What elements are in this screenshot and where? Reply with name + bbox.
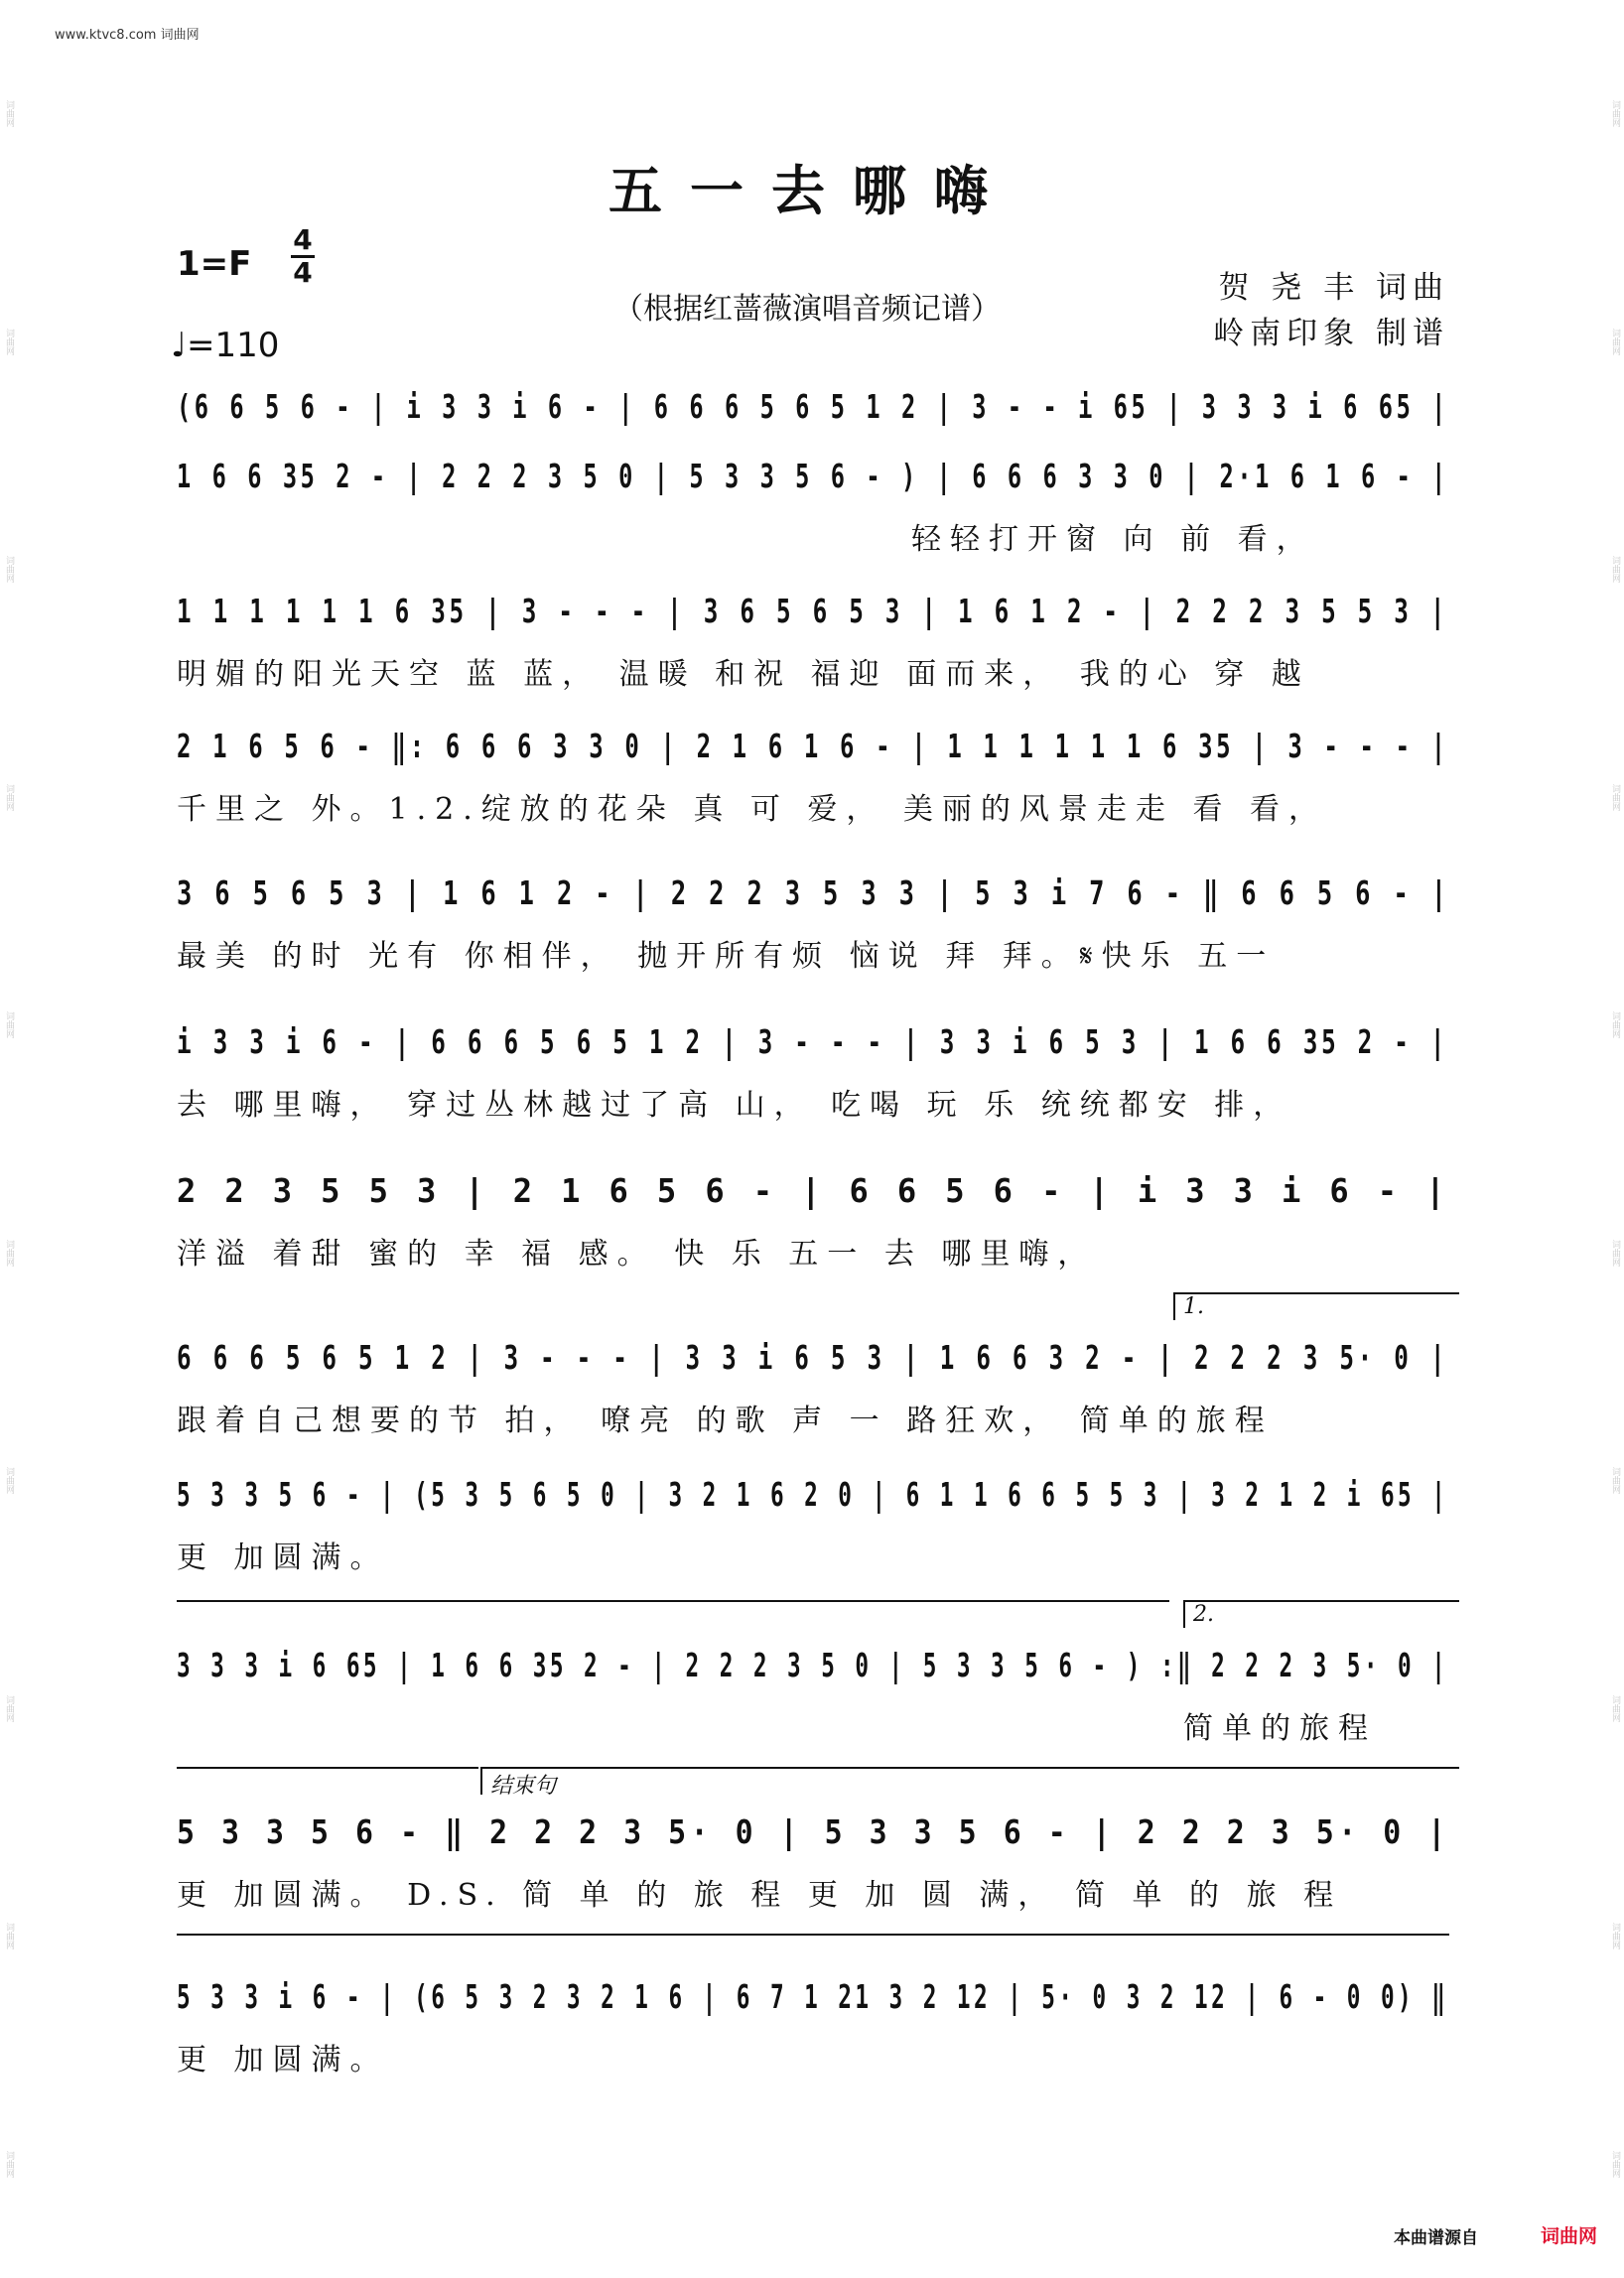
score-line-8 xyxy=(177,1336,1449,1441)
lyrics-row: 最美 的时 光有 你相伴， 抛开所有烦 恼说 拜 拜。𝄋快乐 五一 xyxy=(177,939,1276,974)
key-signature: 1=F xyxy=(177,244,252,284)
footer-site-logo[interactable]: 词曲网 xyxy=(1541,2225,1598,2247)
lyrics-row: 更 加圆满。 xyxy=(177,1541,389,1575)
meter-bottom: 4 xyxy=(293,256,313,289)
composer-credit: 贺 尧 丰 词曲 xyxy=(1218,270,1449,306)
notes-row: 6 6 6 5 6 5 1 2 | 3 - - - | 3 3 i 6 5 3 | 1 6 6 3 2 - | 2 2 2 3 5· 0 | xyxy=(177,1338,1449,1377)
lyrics-row: 简单的旅程 xyxy=(1183,1711,1377,1746)
song-title: 五一去哪嗨 xyxy=(609,159,1015,222)
volta-second-ending: 2. xyxy=(1183,1600,1459,1628)
score-line-2 xyxy=(177,455,1449,560)
tempo-marking: ♩=110 xyxy=(171,326,280,365)
notes-row: i 3 3 i 6 - | 6 6 6 5 6 5 1 2 | 3 - - - | 3 3 i 6 5 3 | 1 6 6 35 2 - | xyxy=(177,1022,1449,1061)
notes-row: 2 1 6 5 6 - ‖: 6 6 6 3 3 0 | 2 1 6 1 6 - | 1 1 1 1 1 1 6 35 | 3 - - - | xyxy=(177,727,1449,765)
lyrics-row: 去 哪里嗨， 穿过丛林越过了高 山， 吃喝 玩 乐 统统都安 排， xyxy=(177,1088,1292,1123)
score-line-11 xyxy=(177,1810,1449,1916)
coda-ending: 结束句 xyxy=(480,1767,1459,1795)
side-mark: 词曲网 xyxy=(1610,328,1620,355)
side-mark: 词曲网 xyxy=(4,1923,14,1950)
side-mark: 词曲网 xyxy=(4,556,14,584)
system-rule xyxy=(177,1600,1169,1602)
notes-row: 1 1 1 1 1 1 6 35 | 3 - - - | 3 6 5 6 5 3 | 1 6 1 2 - | 2 2 2 3 5 5 3 | xyxy=(177,592,1449,630)
side-mark: 词曲网 xyxy=(4,1011,14,1039)
score-line-6 xyxy=(177,1020,1449,1126)
side-mark: 词曲网 xyxy=(4,1694,14,1722)
side-mark: 词曲网 xyxy=(4,1467,14,1495)
side-mark: 词曲网 xyxy=(1610,2150,1620,2178)
side-mark: 词曲网 xyxy=(4,1239,14,1267)
notes-row: 5 3 3 5 6 - ‖ 2 2 2 3 5· 0 | 5 3 3 5 6 - | 2 2 2 3 5· 0 | xyxy=(177,1812,1450,1851)
score-line-9 xyxy=(177,1473,1449,1578)
side-mark: 词曲网 xyxy=(1610,100,1620,128)
lyrics-row: 更 加圆满。 D.S. 简 单 的 旅 程 更 加 圆 满， 简 单 的 旅 程 xyxy=(177,1878,1343,1913)
system-rule xyxy=(177,1934,1449,1936)
footer-source-text: 本曲谱源自 xyxy=(1394,2228,1478,2248)
score-line-4 xyxy=(177,725,1449,830)
notes-row: (6 6 5 6 - | i 3 3 i 6 - | 6 6 6 5 6 5 1 2 | 3 - - i 65 | 3 3 3 i 6 65 | xyxy=(177,387,1449,426)
notes-row: 3 6 5 6 5 3 | 1 6 1 2 - | 2 2 2 3 5 3 3 | 5 3 i 7 6 - ‖ 6 6 5 6 - | xyxy=(177,873,1450,912)
time-signature xyxy=(291,223,315,289)
lyrics-row: 千里之 外。1.2.绽放的花朵 真 可 爱， 美丽的风景走走 看 看， xyxy=(177,792,1327,827)
side-mark: 词曲网 xyxy=(1610,1011,1620,1039)
side-mark: 词曲网 xyxy=(1610,1467,1620,1495)
side-mark: 词曲网 xyxy=(4,328,14,355)
side-mark: 词曲网 xyxy=(1610,1694,1620,1722)
right-watermark-strip xyxy=(1608,0,1622,2278)
score-line-3 xyxy=(177,590,1449,695)
lyrics-row: 更 加圆满。 xyxy=(177,2043,389,2077)
arranger-credit: 岭南印象 制谱 xyxy=(1213,316,1449,351)
notes-row: 3 3 3 i 6 65 | 1 6 6 35 2 - | 2 2 2 3 5 0 | 5 3 3 5 6 - ) :‖ 2 2 2 3 5· 0 | xyxy=(177,1646,1449,1684)
score-line-5 xyxy=(177,871,1449,977)
lyrics-row: 洋溢 着甜 蜜的 幸 福 感。 快 乐 五一 去 哪里嗨， xyxy=(177,1237,1097,1272)
lyrics-row: 跟着自己想要的节 拍， 嘹亮 的歌 声 一 路狂欢， 简单的旅程 xyxy=(177,1404,1274,1438)
notes-row: 5 3 3 i 6 - | (6 5 3 2 3 2 1 6 | 6 7 1 21 3 2 12 | 5· 0 3 2 12 | 6 - 0 0) ‖ xyxy=(177,1977,1449,2016)
score-line-12 xyxy=(177,1975,1449,2080)
side-mark: 词曲网 xyxy=(1610,1239,1620,1267)
side-mark: 词曲网 xyxy=(4,783,14,811)
notes-row: 5 3 3 5 6 - | (5 3 5 6 5 0 | 3 2 1 6 2 0 | 6 1 1 6 6 5 5 3 | 3 2 1 2 i 65 | xyxy=(177,1475,1449,1514)
score-line-10 xyxy=(177,1644,1449,1749)
lyrics-row: 明媚的阳光天空 蓝 蓝， 温暖 和祝 福迎 面而来， 我的心 穿 越 xyxy=(177,657,1310,692)
lyrics-row: 轻轻打开窗 向 前 看， xyxy=(911,522,1315,557)
site-link[interactable]: www.ktvc8.com 词曲网 xyxy=(55,28,200,43)
side-mark: 词曲网 xyxy=(1610,556,1620,584)
side-mark: 词曲网 xyxy=(1610,1923,1620,1950)
side-mark: 词曲网 xyxy=(4,2150,14,2178)
side-mark: 词曲网 xyxy=(1610,783,1620,811)
left-watermark-strip xyxy=(2,0,16,2278)
notes-row: 2 2 3 5 5 3 | 2 1 6 5 6 - | 6 6 5 6 - | i 3 3 i 6 - | xyxy=(177,1171,1450,1210)
score-line-7 xyxy=(177,1169,1449,1274)
side-mark: 词曲网 xyxy=(4,100,14,128)
meter-top: 4 xyxy=(293,223,313,256)
volta-first-ending: 1. xyxy=(1173,1292,1459,1320)
notes-row: 1 6 6 35 2 - | 2 2 2 3 5 0 | 5 3 3 5 6 - ) | 6 6 6 3 3 0 | 2·1 6 1 6 - | xyxy=(177,457,1449,495)
subtitle: （根据红蔷薇演唱音频记谱） xyxy=(613,292,1001,327)
system-rule xyxy=(177,1767,478,1769)
